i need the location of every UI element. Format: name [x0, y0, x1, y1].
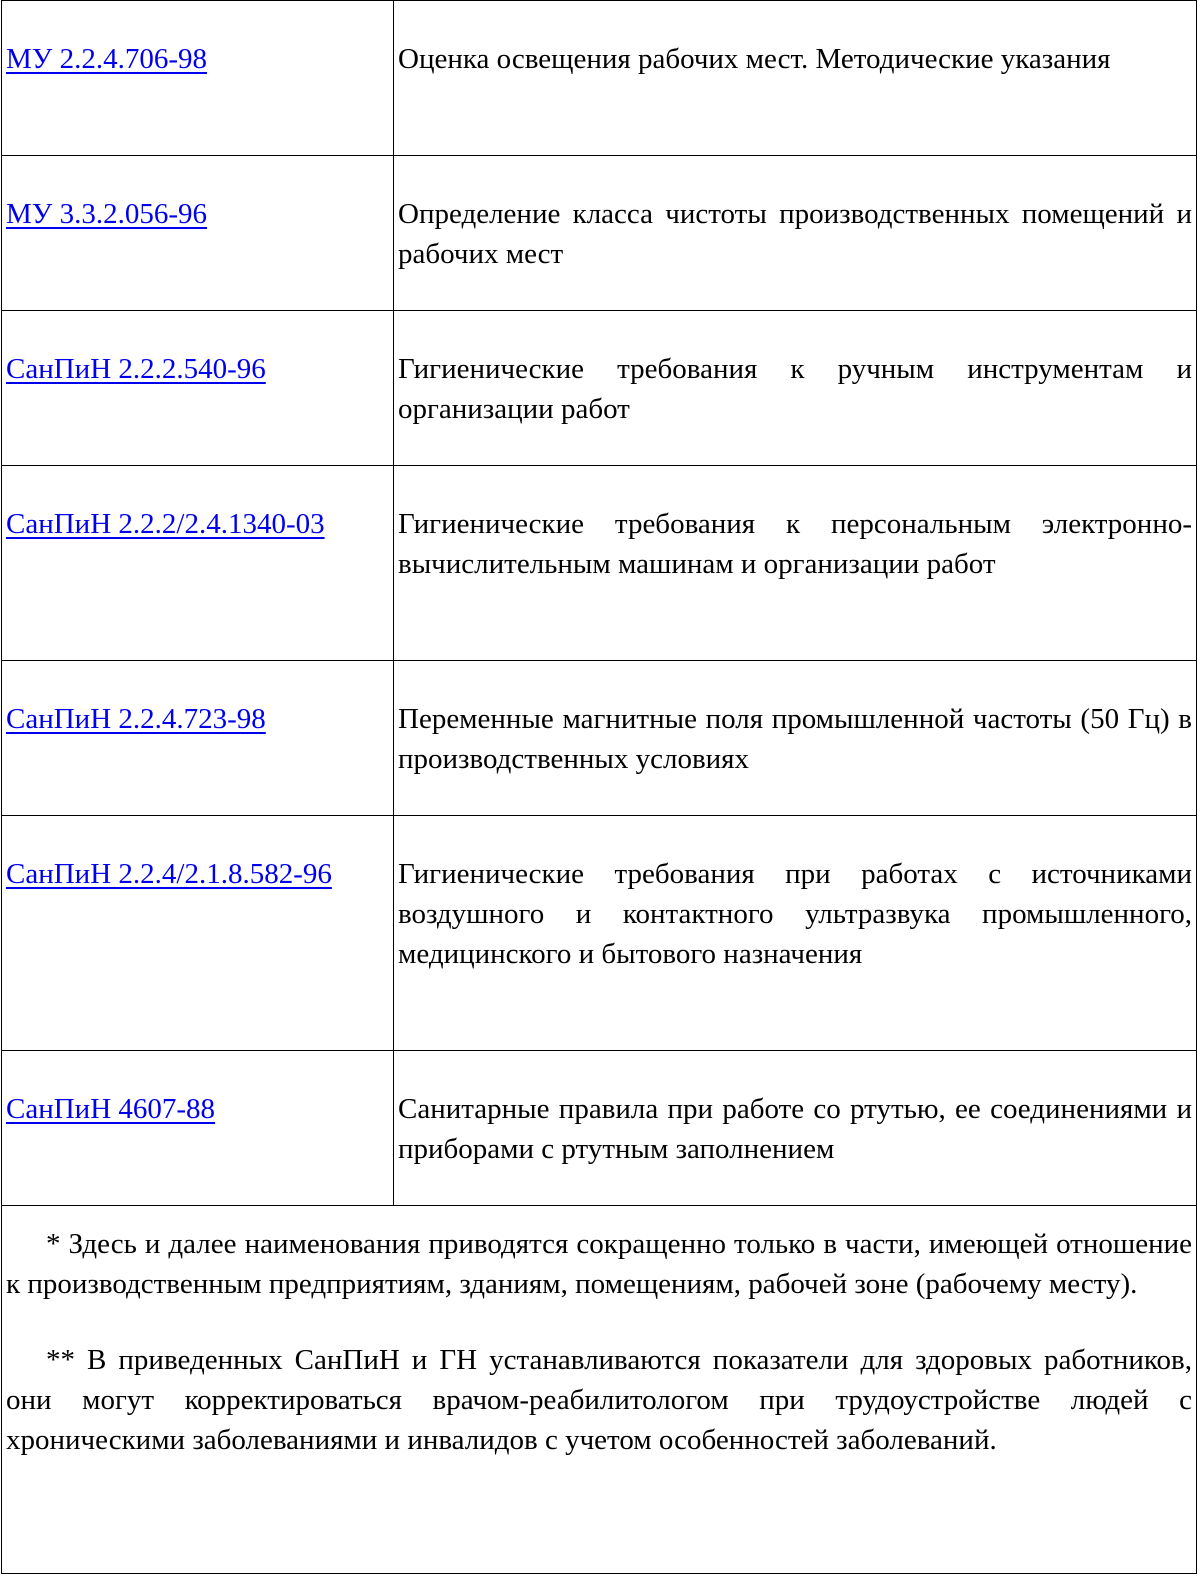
document-link-sanpin-4607-88[interactable]: СанПиН 4607-88 — [6, 1093, 216, 1125]
code-cell — [2, 1051, 394, 1206]
code-cell — [2, 1, 394, 156]
document-link-mu-2-2-4-706-98[interactable]: МУ 2.2.4.706-98 — [6, 43, 207, 75]
document-link-sanpin-2-2-4-2-1-8-582-96[interactable]: СанПиН 2.2.4/2.1.8.582-96 — [6, 858, 332, 890]
description-cell: Гигиенические требования при работах с источниками воздушного и контактного ультразвука промышленного, медицинского и бытового назначения — [394, 816, 1197, 1051]
description-cell: Определение класса чистоты производственных помещений и рабочих мест — [394, 156, 1197, 311]
code-cell — [2, 156, 394, 311]
document-link-sanpin-2-2-2-540-96[interactable]: СанПиН 2.2.2.540-96 — [6, 353, 266, 385]
code-cell — [2, 311, 394, 466]
description-cell: Гигиенические требования к персональным электронно-вычислительным машинам и организации работ — [394, 466, 1197, 661]
table-row — [2, 816, 1197, 1051]
notes-row — [2, 1206, 1197, 1574]
description-cell: Гигиенические требования к ручным инструментам и организации работ — [394, 311, 1197, 466]
description-cell: Санитарные правила при работе со ртутью, ее соединениями и приборами с ртутным заполнением — [394, 1051, 1197, 1206]
document-link-sanpin-2-2-2-2-4-1340-03[interactable]: СанПиН 2.2.2/2.4.1340-03 — [6, 508, 325, 540]
document-link-mu-3-3-2-056-96[interactable]: МУ 3.3.2.056-96 — [6, 198, 207, 230]
table-row — [2, 1, 1197, 156]
code-cell — [2, 816, 394, 1051]
description-cell: Оценка освещения рабочих мест. Методические указания — [394, 1, 1197, 156]
regulations-table — [1, 0, 1197, 1574]
table-row — [2, 311, 1197, 466]
document-link-sanpin-2-2-4-723-98[interactable]: СанПиН 2.2.4.723-98 — [6, 703, 266, 735]
code-cell — [2, 466, 394, 661]
notes-spacer — [6, 1304, 1192, 1340]
footnote-health-indicators: ** В приведенных СанПиН и ГН устанавливаются показатели для здоровых работников, они могут корректироваться врачом-реабилитологом при трудоустройстве людей с хроническими заболеваниями и инвалидов с учетом особенностей заболеваний. — [6, 1344, 1192, 1456]
notes-cell — [2, 1206, 1197, 1574]
code-cell — [2, 661, 394, 816]
table-row — [2, 466, 1197, 661]
table-row — [2, 156, 1197, 311]
table-row — [2, 1051, 1197, 1206]
footnote-abbreviation: * Здесь и далее наименования приводятся сокращенно только в части, имеющей отношение к производственным предприятиям, зданиям, помещениям, рабочей зоне (рабочему месту). — [6, 1228, 1192, 1300]
table-row — [2, 661, 1197, 816]
description-cell: Переменные магнитные поля промышленной частоты (50 Гц) в производственных условиях — [394, 661, 1197, 816]
